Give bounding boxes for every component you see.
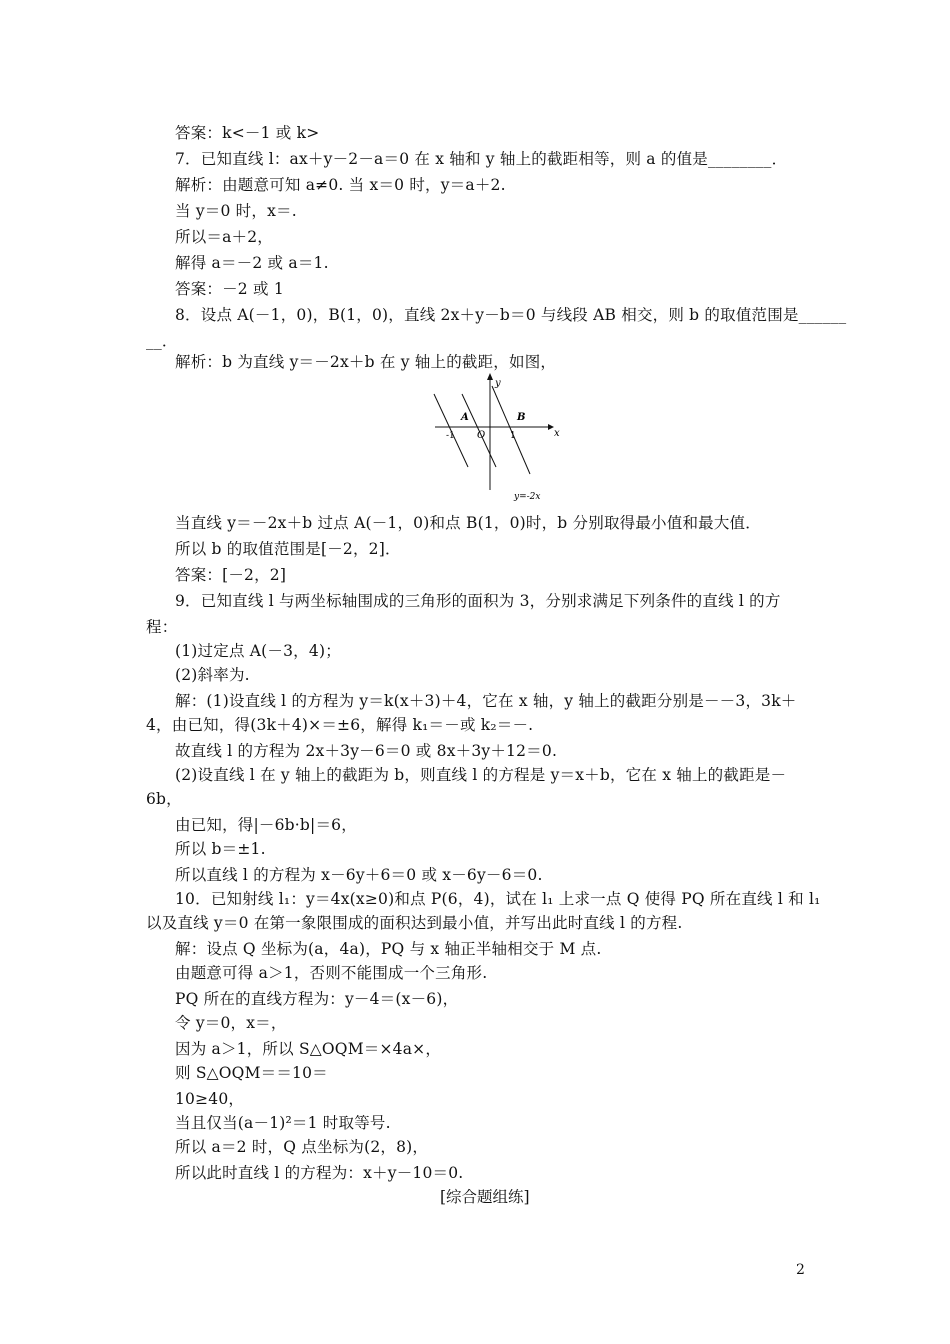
tick-pos-one-label: 1 [510,431,516,441]
text-line: PQ 所在的直线方程为：y－4＝(x－6)， [175,990,459,1008]
text-line: 由已知，得|－6b·b|＝6， [175,816,357,834]
text-line: 答案：[－2，2] [175,566,287,584]
point-a-label: A [461,412,469,423]
point-b-label: B [517,412,526,423]
line-equation-label: y=-2x [514,492,541,502]
text-line: 解析：b 为直线 y＝－2x＋b 在 y 轴上的截距，如图， [175,353,557,371]
text-line: 程： [146,618,178,636]
text-line: 6b， [146,790,182,808]
text-line: 答案：k<－1 或 k> [175,124,320,142]
text-line: 9．已知直线 l 与两坐标轴围成的三角形的面积为 3，分别求满足下列条件的直线 l 的方 [175,592,781,610]
text-line: 答案：－2 或 1 [175,280,284,298]
text-line: 10≥40， [175,1090,245,1108]
text-line: 解得 a＝－2 或 a＝1. [175,254,329,272]
x-axis-label: x [554,428,560,439]
text-line: 解：(1)设直线 l 的方程为 y＝k(x＋3)＋4，它在 x 轴，y 轴上的截距分别是－－3，3k＋ [175,692,797,710]
text-line: 解析：由题意可知 a≠0. 当 x＝0 时，y＝a＋2. [175,176,506,194]
text-line: 故直线 l 的方程为 2x＋3y－6＝0 或 8x＋3y＋12＝0. [175,742,558,760]
y-axis-label: y [495,378,501,389]
graph-svg [430,372,560,502]
text-line: 所以 b 的取值范围是[－2，2]． [175,540,401,558]
coordinate-figure [430,372,560,502]
text-line: 当 y＝0 时，x＝. [175,202,297,220]
text-line: (2)斜率为. [175,666,250,684]
text-line: 令 y＝0，x＝， [175,1014,287,1032]
origin-label: O [477,430,486,441]
text-line: 当直线 y＝－2x＋b 过点 A(－1，0)和点 B(1，0)时，b 分别取得最小值和最大值． [175,514,761,532]
text-line: 4，由已知，得(3k＋4)×＝±6，解得 k₁＝－或 k₂＝－. [146,716,534,734]
text-line: 所以 a＝2 时，Q 点坐标为(2，8)， [175,1138,429,1156]
text-line: 7．已知直线 l：ax＋y－2－a＝0 在 x 轴和 y 轴上的截距相等，则 a 的值是________． [175,150,788,168]
page-number: 2 [796,1262,805,1278]
text-line: 10．已知射线 l₁：y＝4x(x≥0)和点 P(6，4)，试在 l₁ 上求一点 Q 使得 PQ 所在直线 l 和 l₁ [175,890,821,908]
text-line: (1)过定点 A(－3，4)； [175,642,341,660]
text-line: 所以＝a＋2， [175,228,274,246]
text-line: 8．设点 A(－1，0)，B(1，0)，直线 2x＋y－b＝0 与线段 AB 相交，则 b 的取值范围是______ [175,306,847,324]
text-line: 当且仅当(a－1)²＝1 时取等号. [175,1114,391,1132]
text-line: 则 S△OQM＝＝10＝ [175,1064,328,1082]
text-line: 解：设点 Q 坐标为(a，4a)，PQ 与 x 轴正半轴相交于 M 点. [175,940,602,958]
line-through-b [492,386,530,474]
text-line: 所以直线 l 的方程为 x－6y＋6＝0 或 x－6y－6＝0. [175,866,543,884]
section-heading: [综合题组练] [440,1188,530,1206]
text-line: 所以 b＝±1. [175,840,266,858]
text-line: __． [146,332,178,350]
text-line: 因为 a＞1，所以 S△OQM＝×4a×， [175,1040,442,1058]
text-line: 所以此时直线 l 的方程为：x＋y－10＝0. [175,1164,464,1182]
text-line: 以及直线 y＝0 在第一象限围成的面积达到最小值，并写出此时直线 l 的方程. [146,914,683,932]
text-line: 由题意可得 a＞1，否则不能围成一个三角形. [175,964,488,982]
tick-neg-one-label: -1 [446,431,455,441]
text-line: (2)设直线 l 在 y 轴上的截距为 b，则直线 l 的方程是 y＝x＋b，它在 x 轴上的截距是－ [175,766,787,784]
y-axis-arrow [487,373,493,380]
